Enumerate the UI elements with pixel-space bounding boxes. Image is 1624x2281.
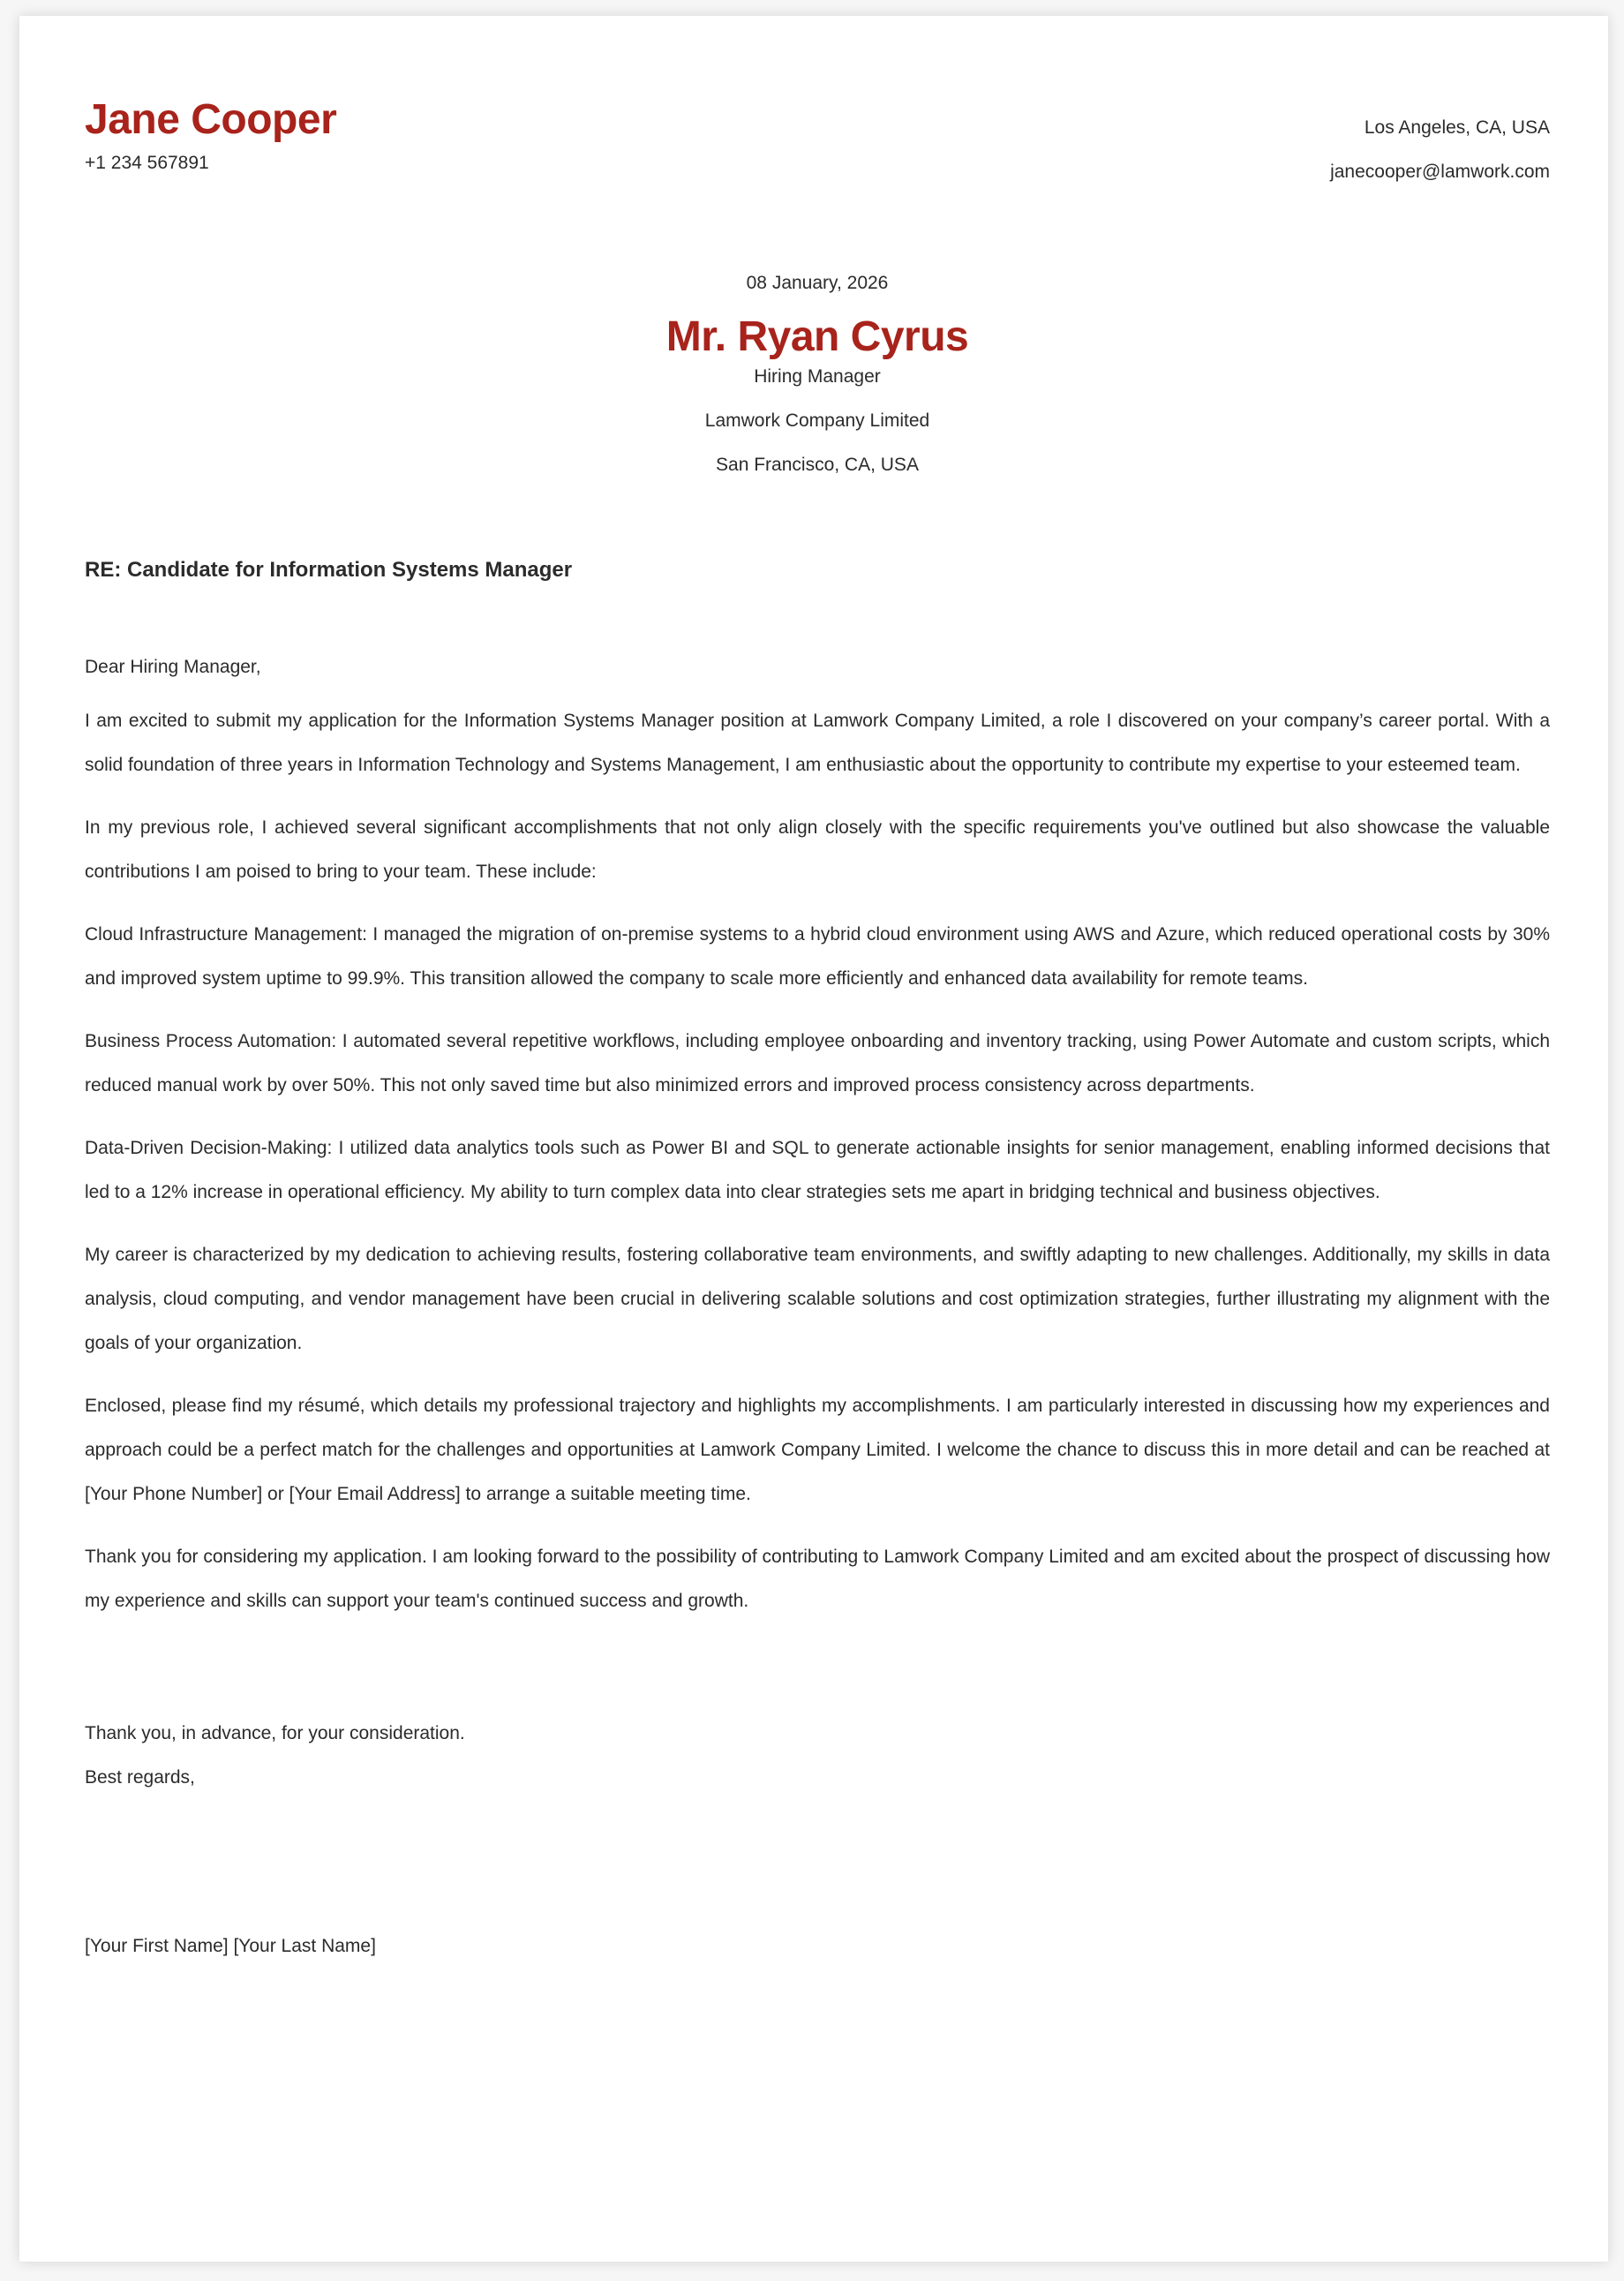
body-paragraph: Enclosed, please find my résumé, which details my professional trajectory and highlights my accomplishments. I am particularly interested in discussing how my experiences and approach could be a perfect match for the challenges and opportunities at Lamwork Company Limited. I welcome the chance to discuss this in more detail and can be reached at [Your Phone Number] or [Your Email Address] to arrange a suitable meeting time. bbox=[85, 1396, 1550, 1504]
recipient-name: Mr. Ryan Cyrus bbox=[665, 313, 969, 360]
sender-phone: +1 234 567891 bbox=[85, 153, 209, 173]
closing-block bbox=[85, 1712, 1550, 1800]
body-paragraph: In my previous role, I achieved several significant accomplishments that not only align closely with the specific requirements you've outlined but also showcase the valuable contributions I am poised to bring to your team. These include: bbox=[85, 817, 1550, 882]
body-paragraph: Data-Driven Decision-Making: I utilized data analytics tools such as Power BI and SQL to generate actionable insights for senior management, enabling informed decisions that led to a 12% increase in operational efficiency. My ability to turn complex data into clear strategies sets me apart in bridging technical and business objectives. bbox=[85, 1138, 1550, 1202]
body-paragraph: My career is characterized by my dedication to achieving results, fostering collaborative team environments, and swiftly adapting to new challenges. Additionally, my skills in data analysis, cloud computing, and vendor management have been crucial in delivering scalable solutions and cost optimization strategies, further illustrating my alignment with the goals of your organization. bbox=[85, 1245, 1550, 1353]
letter-body bbox=[85, 699, 1550, 1623]
signature: [Your First Name] [Your Last Name] bbox=[85, 1936, 376, 1956]
letter-header bbox=[85, 74, 1550, 189]
recipient-company: Lamwork Company Limited bbox=[704, 410, 930, 431]
letter-page bbox=[19, 16, 1608, 2262]
sender-location: Los Angeles, CA, USA bbox=[1364, 117, 1550, 138]
letter-content bbox=[85, 74, 1550, 1961]
recipient-title: Hiring Manager bbox=[754, 366, 881, 387]
recipient-block bbox=[85, 312, 1550, 487]
recipient-location: San Francisco, CA, USA bbox=[716, 455, 919, 475]
letter-subject: RE: Candidate for Information Systems Manager bbox=[85, 558, 573, 582]
sender-email: janecooper@lamwork.com bbox=[1330, 162, 1550, 182]
closing-line: Thank you, in advance, for your consideration. bbox=[85, 1723, 465, 1743]
body-paragraph: Thank you for considering my application. I am looking forward to the possibility of contributing to Lamwork Company Limited and am excited about the prospect of discussing how my experience and skills can support your team's continued success and growth. bbox=[85, 1547, 1550, 1611]
salutation: Dear Hiring Manager, bbox=[85, 657, 261, 677]
closing-regards: Best regards, bbox=[85, 1767, 195, 1788]
sender-contact bbox=[1330, 106, 1550, 194]
body-paragraph: Cloud Infrastructure Management: I managed the migration of on-premise systems to a hybrid cloud environment using AWS and Azure, which reduced operational costs by 30% and improved system uptime to 99.9%. This transition allowed the company to scale more efficiently and enhanced data availability for remote teams. bbox=[85, 924, 1550, 989]
body-paragraph: I am excited to submit my application for the Information Systems Manager position at Lamwork Company Limited, a role I discovered on your company’s career portal. With a solid foundation of three years in Information Technology and Systems Management, I am enthusiastic about the opportunity to contribute my expertise to your esteemed team. bbox=[85, 711, 1550, 775]
sender-name: Jane Cooper bbox=[85, 96, 337, 143]
body-paragraph: Business Process Automation: I automated several repetitive workflows, including employee onboarding and inventory tracking, using Power Automate and custom scripts, which reduced manual work by over 50%. This not only saved time but also minimized errors and improved process consistency across departments. bbox=[85, 1031, 1550, 1095]
letter-date: 08 January, 2026 bbox=[746, 273, 889, 293]
